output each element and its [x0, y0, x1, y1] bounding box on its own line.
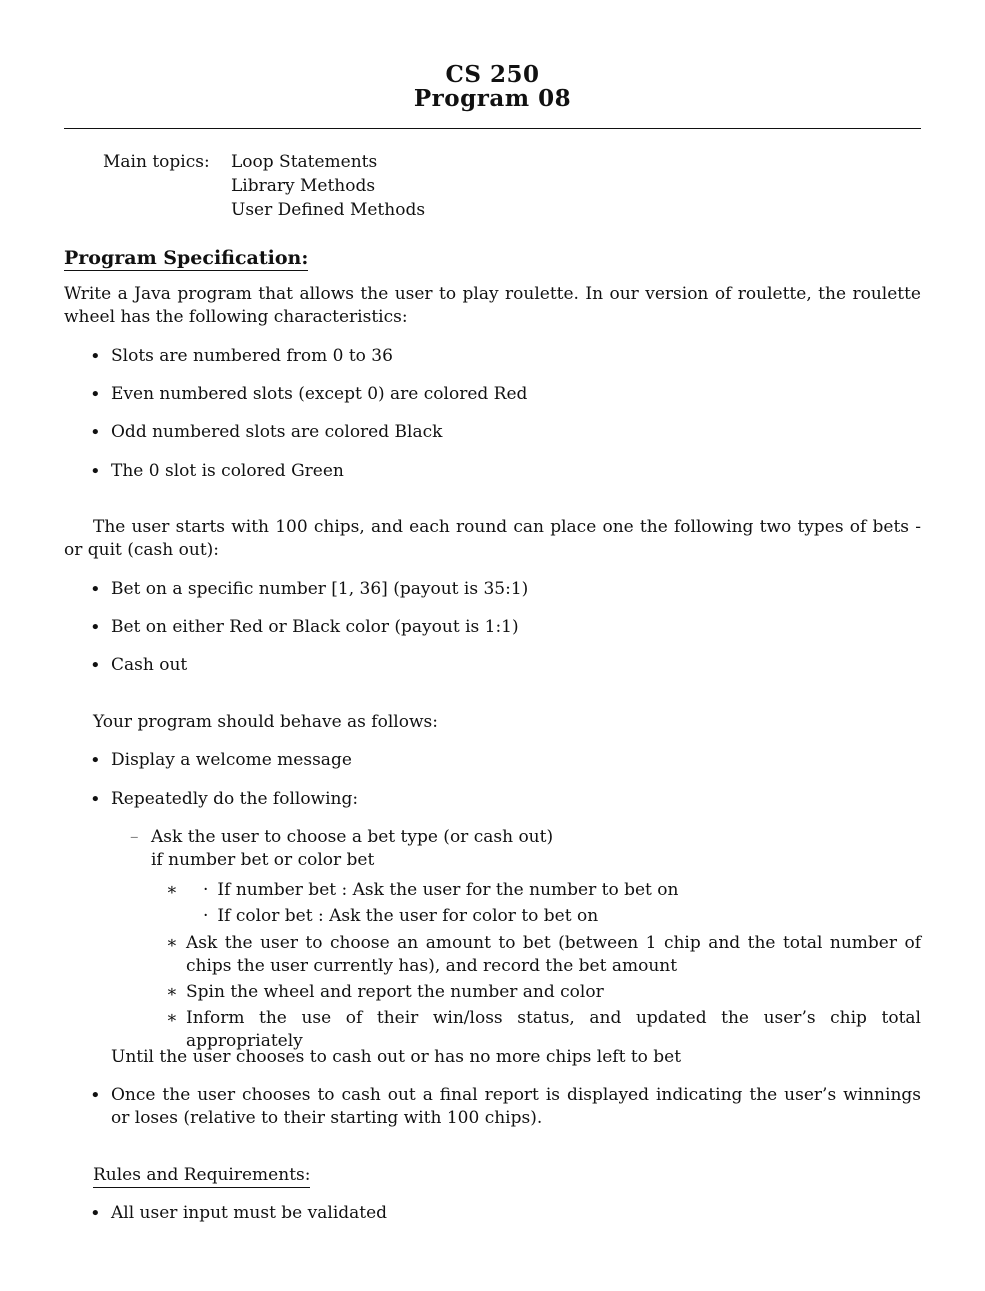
star-step-item: ∗ Spin the wheel and report the number and color: [166, 982, 604, 1002]
nested-bet-item: · If number bet : Ask the user for the number to bet on: [203, 880, 679, 900]
bullet-marker: •: [90, 1085, 101, 1106]
bullet-marker: •: [90, 1203, 101, 1224]
bullet-marker: •: [90, 346, 101, 367]
behave-list-item: • Display a welcome message: [90, 750, 352, 771]
star-step-item: ∗ Ask the user to choose an amount to bet (between 1 chip and the total number of chips the user currently has), and record the bet amount: [166, 933, 921, 976]
star-marker: ∗: [166, 933, 178, 953]
behave-list-item: • Repeatedly do the following:: [90, 789, 359, 810]
middot-marker: ·: [203, 906, 209, 926]
star-step-item: ∗ Inform the use of their win/loss status, and updated the user’s chip total appropriately: [166, 1008, 921, 1051]
topic-item: User Defined Methods: [231, 200, 426, 220]
nested-bet-item: · If color bet : Ask the user for color to bet on: [203, 906, 599, 926]
bet-list-item: • Cash out: [90, 655, 188, 676]
middot-marker: ·: [203, 880, 209, 900]
topic-item: Library Methods: [231, 176, 376, 196]
bullet-marker: •: [90, 789, 101, 810]
wheel-list-item: • Odd numbered slots are colored Black: [90, 422, 443, 443]
bet-list-item: • Bet on a specific number [1, 36] (payout is 35:1): [90, 579, 529, 600]
bullet-marker: •: [90, 461, 101, 482]
program-title: Program 08: [413, 85, 572, 112]
spec-heading: Program Specification:: [64, 247, 309, 269]
bets-intro: The user starts with 100 chips, and each round can place one the following two types of bets - or quit (cash out):: [64, 517, 921, 560]
rules-heading: Rules and Requirements:: [93, 1164, 310, 1188]
star-marker: ∗: [166, 982, 178, 1002]
topic-item: Loop Statements: [231, 152, 378, 172]
wheel-list-item: • Slots are numbered from 0 to 36: [90, 346, 393, 367]
main-topics-label: Main topics:: [103, 152, 210, 172]
behave-intro: Your program should behave as follows:: [93, 712, 438, 732]
bullet-marker: •: [90, 750, 101, 771]
until-text: Until the user chooses to cash out or has no more chips left to bet: [111, 1047, 682, 1067]
dash-marker: –: [130, 827, 139, 847]
wheel-list-item: • The 0 slot is colored Green: [90, 461, 344, 482]
loop-step-item: – Ask the user to choose a bet type (or cash out) if number bet or color bet: [130, 827, 554, 870]
bullet-marker: •: [90, 655, 101, 676]
course-title: CS 250: [445, 61, 540, 88]
star-marker: ∗: [166, 880, 178, 900]
star-marker: ∗: [166, 1008, 178, 1028]
header-divider: [64, 128, 921, 129]
bullet-marker: •: [90, 579, 101, 600]
bullet-marker: •: [90, 384, 101, 405]
rules-list-item: • All user input must be validated: [90, 1203, 388, 1224]
spec-intro: Write a Java program that allows the user to play roulette. In our version of roulette, the roulette wheel has the following characteristics:: [64, 284, 921, 327]
final-report-item: • Once the user chooses to cash out a final report is displayed indicating the user’s winnings or loses (relative to their starting with 100 chips).: [90, 1085, 921, 1128]
bet-list-item: • Bet on either Red or Black color (payout is 1:1): [90, 617, 519, 638]
wheel-list-item: • Even numbered slots (except 0) are colored Red: [90, 384, 528, 405]
bullet-marker: •: [90, 422, 101, 443]
bullet-marker: •: [90, 617, 101, 638]
